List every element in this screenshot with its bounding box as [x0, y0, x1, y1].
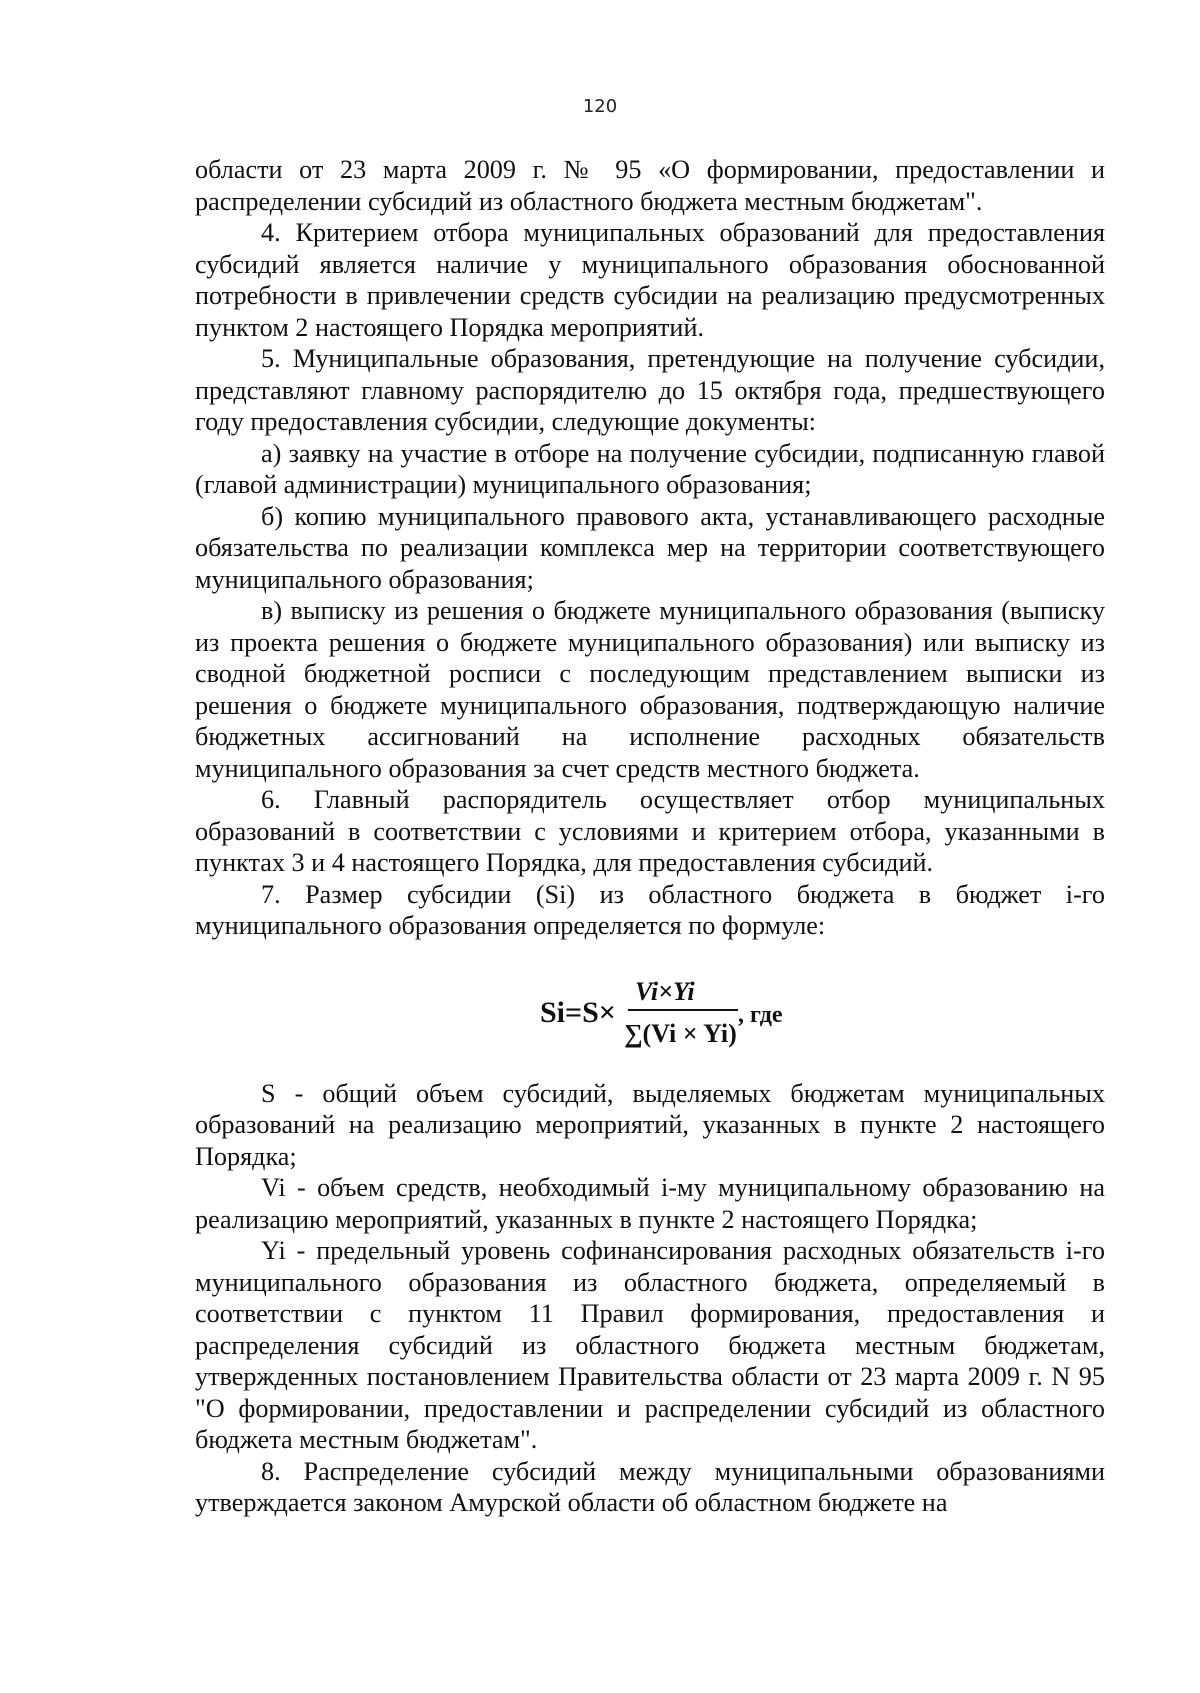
- document-body: [195, 154, 1105, 1519]
- definition-s: S - общий объем субсидий, выделяемых бюджетам муниципальных образований на реализацию мероприятий, указанных в пункте 2 настоящего Порядка;: [195, 1078, 1105, 1171]
- formula-denominator: ∑(Vi × Yi): [624, 1018, 737, 1048]
- formula-suffix: , где: [738, 1001, 783, 1028]
- paragraph-criterion: 4. Критерием отбора муниципальных образований для предоставления субсидий является наличие у муниципального образования обоснованной потребности в привлечении средств субсидии на реализацию предусмотренных пунктом 2 настоящего Порядка мероприятий.: [195, 218, 1105, 342]
- paragraph-documents: 5. Муниципальные образования, претендующие на получение субсидии, представляют главному распорядителю до 15 октября года, предшествующего году предоставления субсидии, следующие документы:: [195, 344, 1105, 436]
- subsidy-formula: [195, 970, 1105, 1058]
- formula-graphic: [540, 970, 840, 1058]
- paragraph-distribution: 8. Распределение субсидий между муниципальными образованиями утверждается законом Амурской области об областном бюджете на: [195, 1456, 1105, 1517]
- formula-numerator: Vi×Yi: [635, 976, 695, 1006]
- paragraph-subsidy-size: 7. Размер субсидии (Si) из областного бюджета в бюджет i-го муниципального образования определяется по формуле:: [195, 879, 1105, 940]
- list-item-b: б) копию муниципального правового акта, устанавливающего расходные обязательства по реализации комплекса мер на территории соответствующего муниципального образования;: [195, 501, 1105, 594]
- paragraph: области от 23 марта 2009 г. № 95 «О формировании, предоставлении и распределении субсидий из областного бюджета местным бюджетам".: [195, 155, 1105, 216]
- list-item-v: в) выписку из решения о бюджете муниципального образования (выписку из проекта решения о бюджете муниципального образования) или выписку из сводной бюджетной росписи с последующим представлением выписки из решения о бюджете муниципального образования, подтверждающую наличие бюджетных ассигнований на исполнение расходных обязательств муниципального образования за счет средств местного бюджета.: [195, 596, 1105, 783]
- paragraph-selection: 6. Главный распорядитель осуществляет отбор муниципальных образований в соответствии с условиями и критерием отбора, указанными в пунктах 3 и 4 настоящего Порядка, для предоставления субсидий.: [195, 785, 1105, 877]
- definition-yi: Yi - предельный уровень софинансирования расходных обязательств i-го муниципального образования из областного бюджета, определяемый в соответствии с пунктом 11 Правил формирования, предоставления и распределения субсидий из областного бюджета местным бюджетам, утвержденных постановлением Правительства области от 23 марта 2009 г. N 95 "О формировании, предоставлении и распределении субсидий из областного бюджета местным бюджетам".: [195, 1236, 1105, 1454]
- formula-lhs: Si=S×: [540, 995, 616, 1029]
- list-item-a: а) заявку на участие в отборе на получение субсидии, подписанную главой (главой администрации) муниципального образования;: [195, 438, 1105, 499]
- page-number: 120: [582, 96, 618, 117]
- definition-vi: Vi - объем средств, необходимый i-му муниципальному образованию на реализацию мероприятий, указанных в пункте 2 настоящего Порядка;: [195, 1173, 1105, 1234]
